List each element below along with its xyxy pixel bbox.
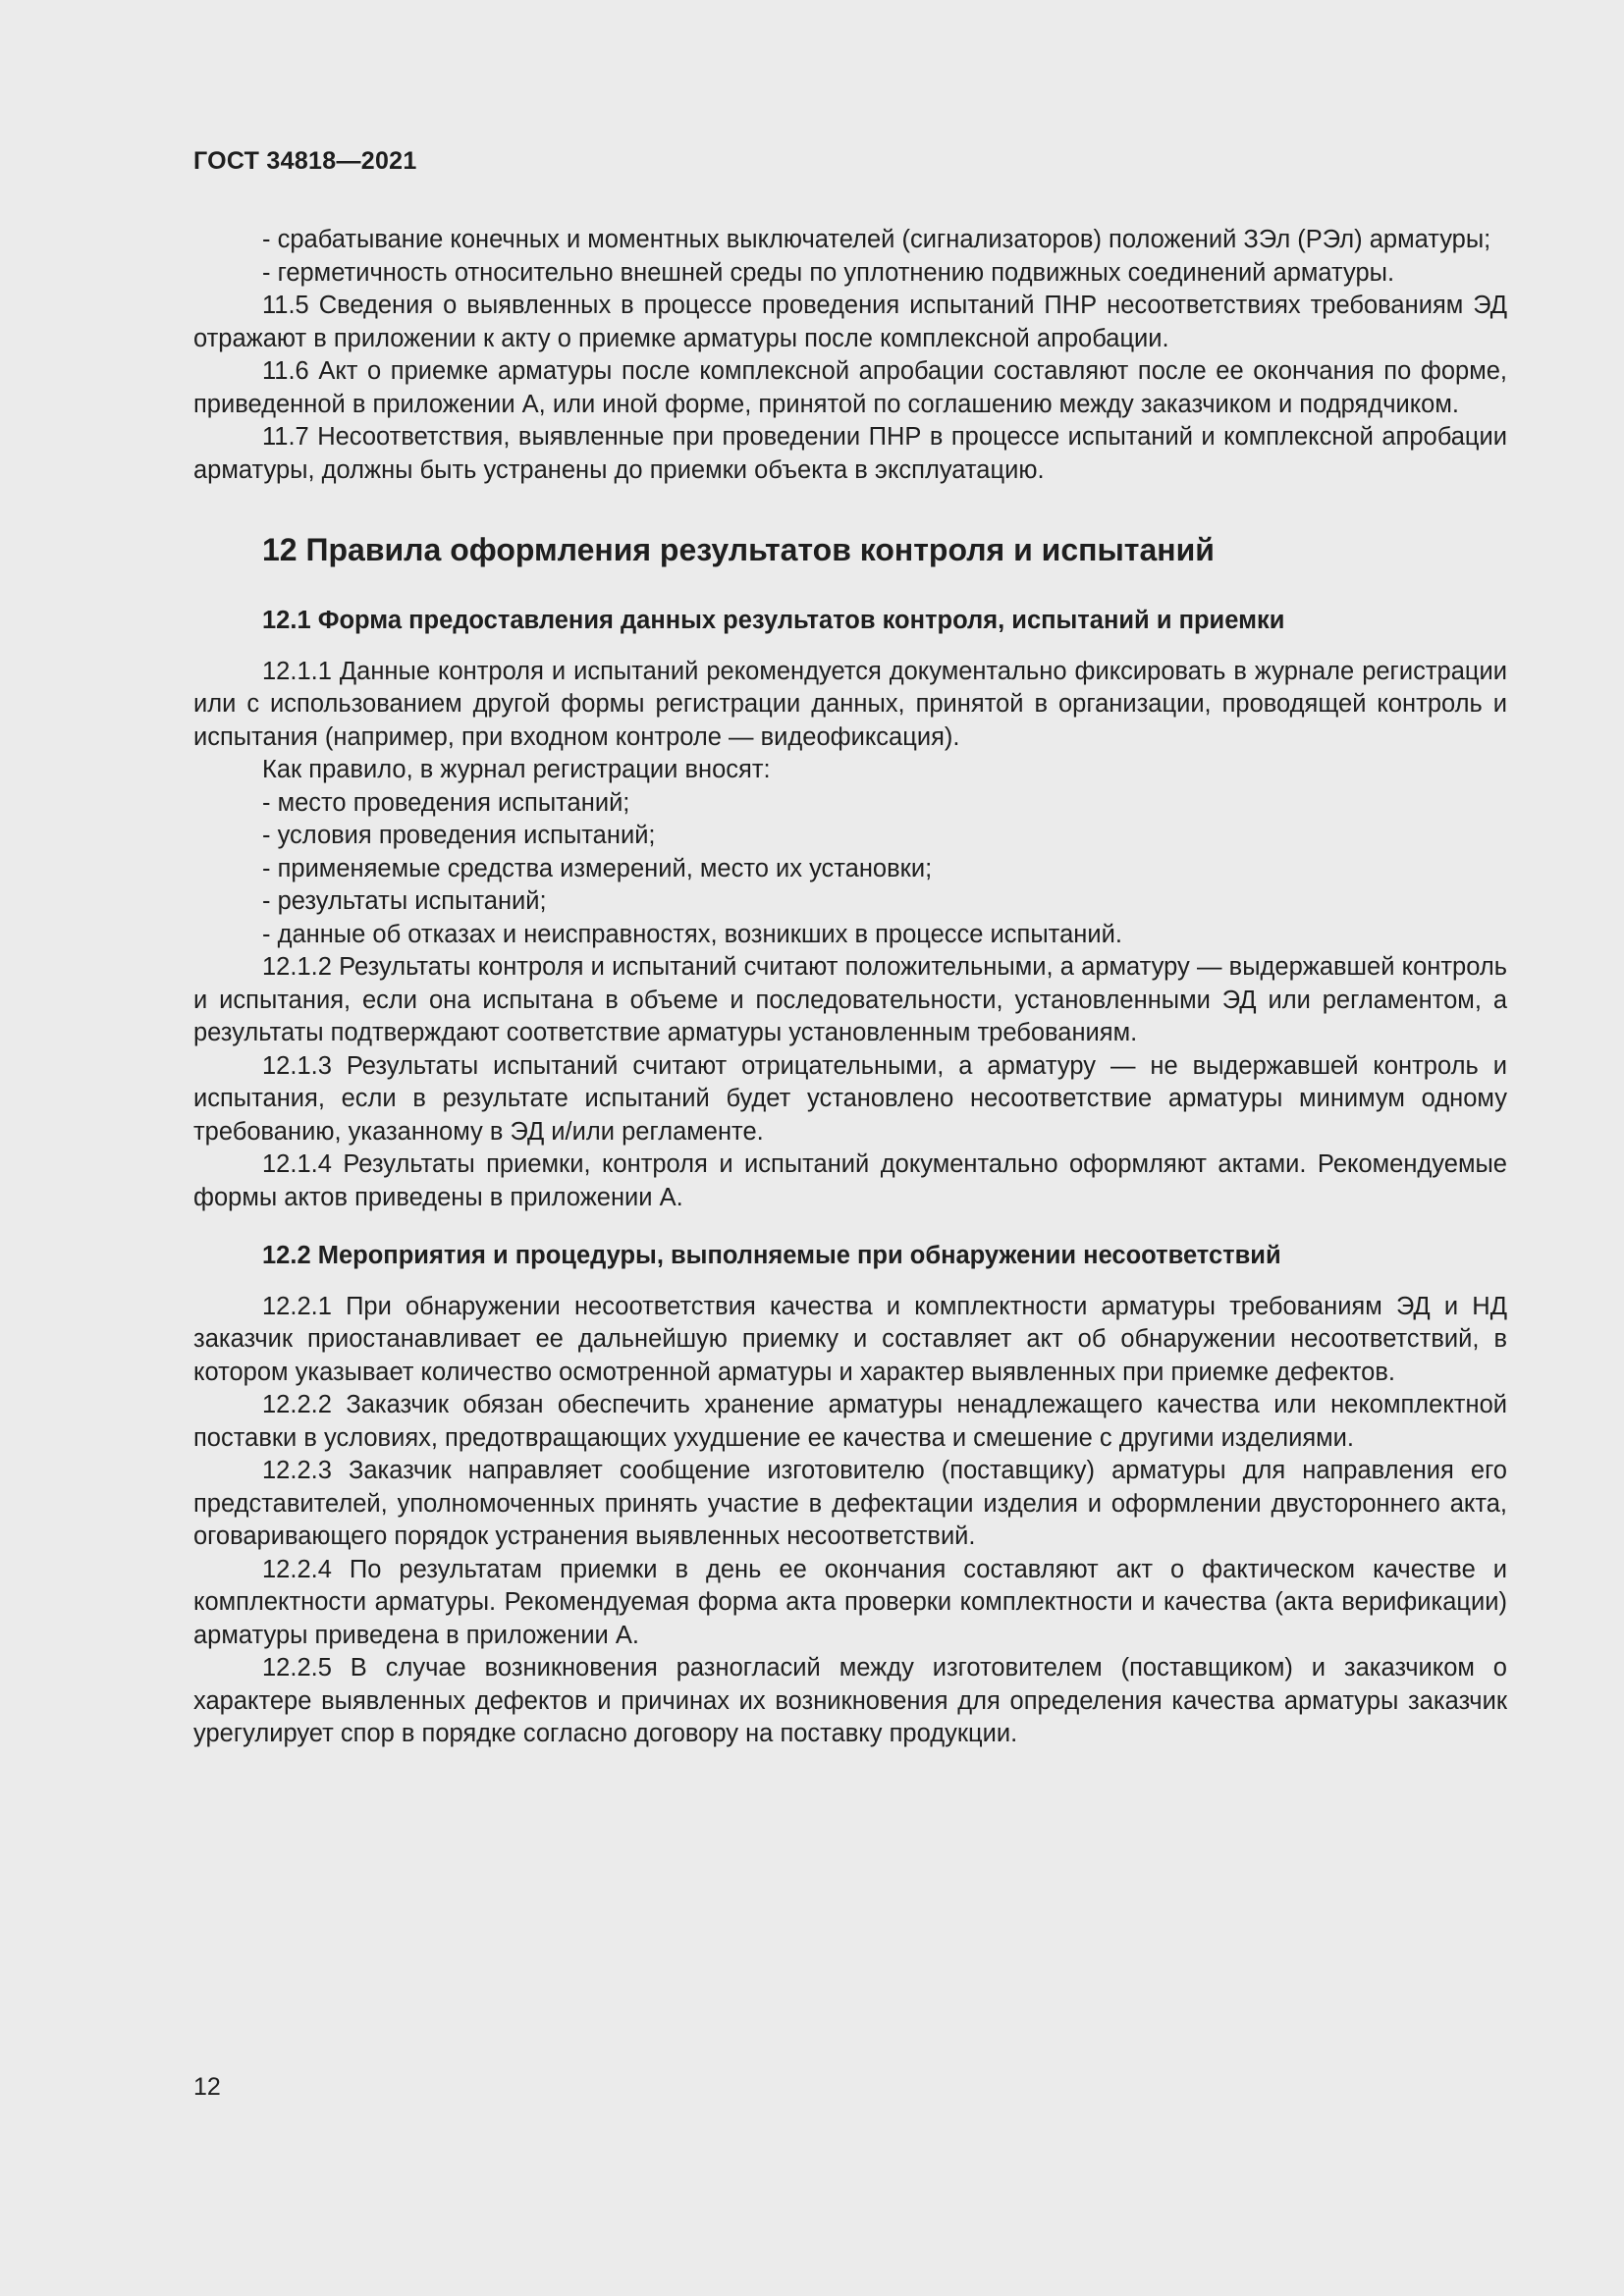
paragraph-12-2-2: 12.2.2 Заказчик обязан обеспечить хранение арматуры ненадлежащего качества или некомплектной поставки в условиях, предотвращающих ухудшение ее качества и смешение с другими изделиями. — [193, 1391, 1507, 1452]
paragraph-11-6: 11.6 Акт о приемке арматуры после комплексной апробации составляют после ее окончания по форме, приведенной в приложении А, или иной форме, принятой по соглашению между заказчиком и подрядчиком. — [193, 357, 1507, 418]
subsection-12-2-heading: 12.2 Мероприятия и процедуры, выполняемые при обнаружении несоответствий — [262, 1242, 1281, 1269]
paragraph-12-2-5: 12.2.5 В случае возникновения разногласий между изготовителем (поставщиком) и заказчиком о характере выявленных дефектов и причинах их возникновения для определения качества арматуры заказчик урегулирует спор в порядке согласно договору на поставку продукции. — [193, 1654, 1507, 1747]
list-item: - место проведения испытаний; — [262, 788, 630, 817]
paragraph-12-1-3: 12.1.3 Результаты испытаний считают отрицательными, а арматуру — не выдержавшей контроль и испытания, если в результате испытаний будет установлено несоответствие арматуры минимум одному требованию, указанному в ЭД и/или регламенте. — [193, 1051, 1507, 1146]
list-item: - результаты испытаний; — [262, 887, 547, 915]
paragraph-12-1-2: 12.1.2 Результаты контроля и испытаний считают положительными, а арматуру — выдержавшей контроль и испытания, если она испытана в объеме и последовательности, установленными ЭД или регламентом, а результаты подтверждают соответствие арматуры установленным требованиям. — [193, 953, 1507, 1046]
paragraph-12-1-4: 12.1.4 Результаты приемки, контроля и испытаний документально оформляют актами. Рекомендуемые формы актов приведены в приложении А. — [193, 1150, 1507, 1211]
paragraph-11-5: 11.5 Сведения о выявленных в процессе проведения испытаний ПНР несоответствиях требованиям ЭД отражают в приложении к акту о приемке арматуры после комплексной апробации. — [193, 292, 1507, 352]
list-item: - данные об отказах и неисправностях, возникших в процессе испытаний. — [262, 920, 1122, 948]
page-content — [193, 224, 1507, 1751]
document-header: ГОСТ 34818—2021 — [193, 147, 417, 175]
section-12-heading: 12 Правила оформления результатов контроля и испытаний — [262, 532, 1215, 567]
subsection-12-1-heading: 12.1 Форма предоставления данных результатов контроля, испытаний и приемки — [262, 607, 1285, 634]
paragraph-12-2-4: 12.2.4 По результатам приемки в день ее окончания составляют акт о фактическом качестве и комплектности арматуры. Рекомендуемая форма акта проверки комплектности и качества (акта верификации) арматуры приведена в приложении А. — [193, 1555, 1507, 1649]
list-item: - срабатывание конечных и моментных выключателей (сигнализаторов) положений ЗЭл (РЭл) арматуры; — [262, 226, 1491, 253]
list-item: - герметичность относительно внешней среды по уплотнению подвижных соединений арматуры. — [262, 258, 1395, 287]
paragraph-11-7: 11.7 Несоответствия, выявленные при проведении ПНР в процессе испытаний и комплексной апробации арматуры, должны быть устранены до приемки объекта в эксплуатацию. — [193, 423, 1507, 484]
list-intro: Как правило, в журнал регистрации вносят: — [262, 756, 771, 783]
paragraph-12-1-1: 12.1.1 Данные контроля и испытаний рекомендуется документально фиксировать в журнале регистрации или с использованием другой формы регистрации данных, принятой в организации, проводящей контроль и испытания (например, при входном контроле — видеофиксация). — [193, 657, 1507, 751]
list-item: - применяемые средства измерений, место их установки; — [262, 854, 933, 882]
paragraph-12-2-3: 12.2.3 Заказчик направляет сообщение изготовителю (поставщику) арматуры для направления его представителей, уполномоченных принять участие в дефектации изделия и оформлении двустороннего акта, оговаривающего порядок устранения выявленных несоответствий. — [193, 1457, 1507, 1550]
paragraph-12-2-1: 12.2.1 При обнаружении несоответствия качества и комплектности арматуры требованиям ЭД и НД заказчик приостанавливает ее дальнейшую приемку и составляет акт об обнаружении несоответствий, в котором указывает количество осмотренной арматуры и характер выявленных при приемке дефектов. — [193, 1292, 1507, 1386]
list-item: - условия проведения испытаний; — [262, 822, 656, 849]
page-number: 12 — [193, 2073, 221, 2101]
